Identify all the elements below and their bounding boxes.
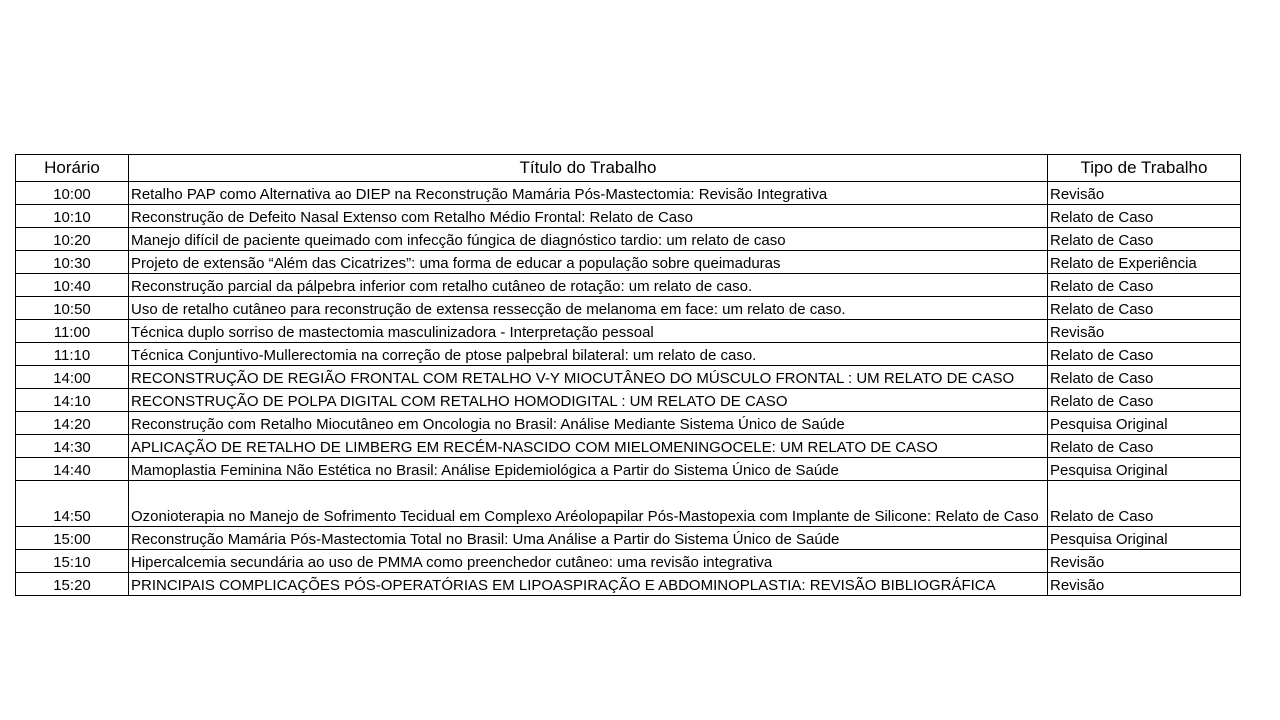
cell-time: 15:20: [16, 573, 129, 596]
cell-type: Relato de Experiência: [1048, 251, 1241, 274]
cell-type: Revisão: [1048, 320, 1241, 343]
cell-title: Técnica Conjuntivo-Mullerectomia na correção de ptose palpebral bilateral: um relato de caso.: [129, 343, 1048, 366]
table-row: [16, 182, 1241, 205]
table-row: [16, 550, 1241, 573]
cell-time: 11:10: [16, 343, 129, 366]
cell-time: 14:30: [16, 435, 129, 458]
cell-title: Uso de retalho cutâneo para reconstrução de extensa ressecção de melanoma em face: um relato de caso.: [129, 297, 1048, 320]
cell-type: Pesquisa Original: [1048, 458, 1241, 481]
cell-type: Revisão: [1048, 182, 1241, 205]
cell-title: Técnica duplo sorriso de mastectomia masculinizadora - Interpretação pessoal: [129, 320, 1048, 343]
table-row: [16, 205, 1241, 228]
cell-time: 14:50: [16, 481, 129, 527]
cell-time: 10:40: [16, 274, 129, 297]
cell-type: Relato de Caso: [1048, 435, 1241, 458]
cell-type: Relato de Caso: [1048, 297, 1241, 320]
cell-time: 10:50: [16, 297, 129, 320]
cell-title: Hipercalcemia secundária ao uso de PMMA como preenchedor cutâneo: uma revisão integrativa: [129, 550, 1048, 573]
cell-title: APLICAÇÃO DE RETALHO DE LIMBERG EM RECÉM-NASCIDO COM MIELOMENINGOCELE: UM RELATO DE CASO: [129, 435, 1048, 458]
cell-title: Mamoplastia Feminina Não Estética no Brasil: Análise Epidemiológica a Partir do Sistema Único de Saúde: [129, 458, 1048, 481]
table-row: [16, 343, 1241, 366]
table-row: [16, 228, 1241, 251]
cell-type: Pesquisa Original: [1048, 527, 1241, 550]
cell-title: Retalho PAP como Alternativa ao DIEP na Reconstrução Mamária Pós-Mastectomia: Revisão Integrativa: [129, 182, 1048, 205]
cell-type: Relato de Caso: [1048, 366, 1241, 389]
cell-type: Relato de Caso: [1048, 481, 1241, 527]
cell-time: 14:10: [16, 389, 129, 412]
cell-title: Manejo difícil de paciente queimado com infecção fúngica de diagnóstico tardio: um relato de caso: [129, 228, 1048, 251]
header-time: Horário: [16, 155, 129, 182]
cell-type: Relato de Caso: [1048, 205, 1241, 228]
cell-title: RECONSTRUÇÃO DE REGIÃO FRONTAL COM RETALHO V-Y MIOCUTÂNEO DO MÚSCULO FRONTAL : UM RELATO DE CASO: [129, 366, 1048, 389]
table-row: [16, 481, 1241, 527]
header-row: [16, 155, 1241, 182]
table-row: [16, 320, 1241, 343]
table-row: [16, 573, 1241, 596]
table-row: [16, 389, 1241, 412]
table-row: [16, 527, 1241, 550]
cell-type: Relato de Caso: [1048, 274, 1241, 297]
cell-type: Revisão: [1048, 550, 1241, 573]
cell-time: 11:00: [16, 320, 129, 343]
cell-type: Pesquisa Original: [1048, 412, 1241, 435]
table-row: [16, 297, 1241, 320]
cell-time: 15:10: [16, 550, 129, 573]
cell-time: 10:20: [16, 228, 129, 251]
cell-type: Relato de Caso: [1048, 228, 1241, 251]
cell-type: Relato de Caso: [1048, 343, 1241, 366]
schedule-table: [15, 154, 1241, 596]
cell-time: 15:00: [16, 527, 129, 550]
cell-time: 14:00: [16, 366, 129, 389]
table-row: [16, 412, 1241, 435]
cell-time: 10:30: [16, 251, 129, 274]
header-type: Tipo de Trabalho: [1048, 155, 1241, 182]
cell-title: Reconstrução com Retalho Miocutâneo em Oncologia no Brasil: Análise Mediante Sistema Único de Saúde: [129, 412, 1048, 435]
cell-time: 10:00: [16, 182, 129, 205]
cell-type: Relato de Caso: [1048, 389, 1241, 412]
header-title: Título do Trabalho: [129, 155, 1048, 182]
cell-time: 10:10: [16, 205, 129, 228]
table-row: [16, 366, 1241, 389]
table-row: [16, 458, 1241, 481]
table-row: [16, 435, 1241, 458]
cell-type: Revisão: [1048, 573, 1241, 596]
cell-title: PRINCIPAIS COMPLICAÇÕES PÓS-OPERATÓRIAS EM LIPOASPIRAÇÃO E ABDOMINOPLASTIA: REVISÃO BIBLIOGRÁFICA: [129, 573, 1048, 596]
cell-title: Ozonioterapia no Manejo de Sofrimento Tecidual em Complexo Aréolopapilar Pós-Mastopexia com Implante de Silicone: Relato de Caso: [129, 481, 1048, 527]
cell-time: 14:40: [16, 458, 129, 481]
cell-title: Projeto de extensão “Além das Cicatrizes”: uma forma de educar a população sobre queimaduras: [129, 251, 1048, 274]
cell-title: Reconstrução parcial da pálpebra inferior com retalho cutâneo de rotação: um relato de caso.: [129, 274, 1048, 297]
cell-title: Reconstrução de Defeito Nasal Extenso com Retalho Médio Frontal: Relato de Caso: [129, 205, 1048, 228]
cell-title: Reconstrução Mamária Pós-Mastectomia Total no Brasil: Uma Análise a Partir do Sistema Único de Saúde: [129, 527, 1048, 550]
table-row: [16, 274, 1241, 297]
cell-title: RECONSTRUÇÃO DE POLPA DIGITAL COM RETALHO HOMODIGITAL : UM RELATO DE CASO: [129, 389, 1048, 412]
table-row: [16, 251, 1241, 274]
cell-time: 14:20: [16, 412, 129, 435]
